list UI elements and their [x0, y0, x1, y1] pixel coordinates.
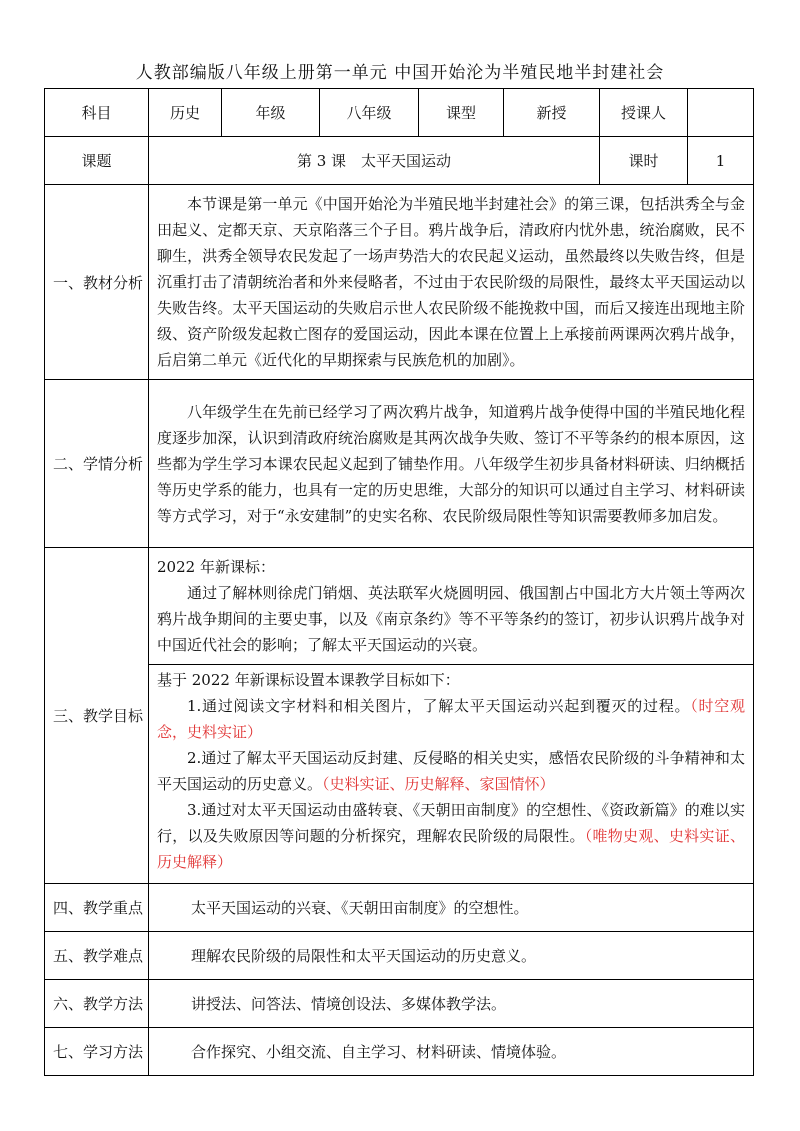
goals-title: 基于 2022 年新课标设置本课教学目标如下： [157, 671, 460, 689]
core-literacy-tag: （史料实证、历史解释、家国情怀） [322, 775, 555, 793]
section-label: 一、教材分析 [45, 185, 149, 380]
lesson-plan-table [44, 88, 754, 1076]
teacher-label: 授课人 [600, 89, 688, 137]
learning-methods-text: 合作探究、小组交流、自主学习、材料研读、情境体验。 [149, 1028, 754, 1076]
section-label: 二、学情分析 [45, 380, 149, 548]
textbook-analysis-text: 本节课是第一单元《中国开始沦为半殖民地半封建社会》的第三课，包括洪秀全与金田起义、定都天京、天京陷落三个子目。鸦片战争后，清政府内忧外患，统治腐败，民不聊生，洪秀全领导农民发起了一场声势浩大的农民起义运动，虽然最终以失败告终，但是沉重打击了清朝统治者和外来侵略者，不过由于农民阶级的局限性，最终太平天国运动以失败告终。太平天国运动的失败启示世人农民阶级不能挽救中国，而后又接连出现地主阶级、资产阶级发起救亡图存的爱国运动，因此本课在位置上上承接前两课两次鸦片战争，后启第二单元《近代化的早期探索与民族危机的加剧》。 [157, 195, 745, 369]
document-title: 人教部编版八年级上册第一单元 中国开始沦为半殖民地半封建社会 [135, 63, 665, 83]
section-learning-methods [45, 1028, 754, 1076]
goal-item: 1.通过阅读文字材料和相关图片，了解太平天国运动兴起到覆灭的过程。（时空观念，史料实证） [157, 697, 745, 741]
section-teaching-methods [45, 980, 754, 1028]
student-analysis-text: 八年级学生在先前已经学习了两次鸦片战争，知道鸦片战争使得中国的半殖民地化程度逐步加深，认识到清政府统治腐败是其两次战争失败、签订不平等条约的根本原因，这些都为学生学习本课农民起义起到了铺垫作用。八年级学生初步具备材料研读、归纳概括等历史学系的能力，也具有一定的历史思维，大部分的知识可以通过自主学习、材料研读等方式学习，对于“永安建制”的史实名称、农民阶级局限性等知识需要教师多加启发。 [157, 402, 745, 525]
core-literacy-tag: （唯物史观、史料实证、历史解释） [157, 827, 745, 871]
goal-item: 3.通过对太平天国运动由盛转衰、《天朝田亩制度》的空想性、《资政新篇》的难以实行，以及失败原因等问题的分析探究，理解农民阶级的局限性。（唯物史观、史料实证、历史解释） [157, 801, 745, 871]
goals-block [149, 665, 753, 883]
lesson-type-label: 课型 [419, 89, 504, 137]
teaching-methods-text: 讲授法、问答法、情境创设法、多媒体教学法。 [149, 980, 754, 1028]
hours-value: 1 [688, 137, 754, 185]
curriculum-standard-text: 通过了解林则徐虎门销烟、英法联军火烧圆明园、俄国割占中国北方大片领土等两次鸦片战争期间的主要史事，以及《南京条约》等不平等条约的签订，初步认识鸦片战争对中国近代社会的影响；了解太平天国运动的兴衰。 [157, 584, 745, 654]
section-difficult-points [45, 932, 754, 980]
section-label: 六、教学方法 [45, 980, 149, 1028]
goal-item: 2.通过了解太平天国运动反封建、反侵略的相关史实，感悟农民阶级的斗争精神和太平天国运动的历史意义。（史料实证、历史解释、家国情怀） [157, 749, 745, 793]
topic-label: 课题 [45, 137, 149, 185]
lesson-type-value: 新授 [504, 89, 600, 137]
key-points-text: 太平天国运动的兴衰、《天朝田亩制度》的空想性。 [149, 884, 754, 932]
hours-label: 课时 [600, 137, 688, 185]
section-label: 七、学习方法 [45, 1028, 149, 1076]
subject-value: 历史 [149, 89, 222, 137]
section-student-analysis [45, 380, 754, 548]
section-label: 三、教学目标 [45, 548, 149, 884]
core-literacy-tag: （时空观念，史料实证） [157, 697, 745, 741]
section-label: 五、教学难点 [45, 932, 149, 980]
section-label: 四、教学重点 [45, 884, 149, 932]
teacher-value [688, 89, 754, 137]
topic-value: 第 3 课 太平天国运动 [149, 137, 600, 185]
section-key-points [45, 884, 754, 932]
grade-label: 年级 [222, 89, 320, 137]
topic-row [45, 137, 754, 185]
curriculum-standard-block [149, 548, 753, 665]
curriculum-standard-title: 2022 年新课标： [157, 558, 275, 576]
grade-value: 八年级 [320, 89, 419, 137]
section-teaching-goals [45, 548, 754, 884]
subject-label: 科目 [45, 89, 149, 137]
section-textbook-analysis [45, 185, 754, 380]
difficult-points-text: 理解农民阶级的局限性和太平天国运动的历史意义。 [149, 932, 754, 980]
header-row [45, 89, 754, 137]
